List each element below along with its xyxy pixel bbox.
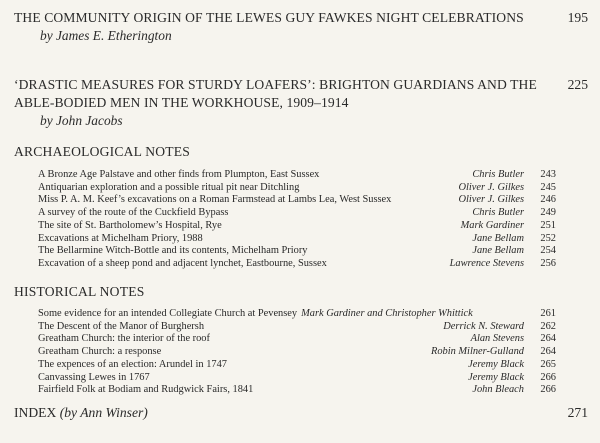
article-title: ‘DRASTIC MEASURES FOR STURDY LOAFERS’: BRIGHTON GUARDIANS AND THE ABLE-BODIED MEN IN THE WORKHOUSE, 1909–1914 [14, 77, 537, 110]
archaeological-notes-list [38, 169, 556, 271]
archaeological-notes-heading: ARCHAEOLOGICAL NOTES [14, 144, 191, 159]
list-item [38, 333, 556, 346]
list-item [38, 359, 556, 372]
note-author: Mark Gardiner [460, 219, 524, 231]
list-item [38, 245, 556, 258]
note-page-number: 264 [540, 346, 556, 358]
note-page-number: 262 [540, 320, 556, 332]
note-title: The Bellarmine Witch-Bottle and its contents, Michelham Priory [38, 245, 308, 257]
note-author: Jeremy Black [468, 358, 524, 370]
note-title: Canvassing Lewes in 1767 [38, 371, 150, 383]
note-page-number: 265 [540, 358, 556, 370]
note-title: A Bronze Age Palstave and other finds from Plumpton, East Sussex [38, 169, 320, 180]
historical-notes-list [38, 308, 556, 397]
index-label: INDEX [14, 405, 57, 420]
note-title: A survey of the route of the Cuckfield Bypass [38, 207, 229, 219]
index-page-number: 271 [567, 405, 588, 420]
note-page-number: 251 [540, 219, 556, 231]
list-item [38, 258, 556, 271]
note-page-number: 256 [540, 257, 556, 269]
note-page-number: 243 [540, 169, 556, 180]
note-author: Jeremy Black [468, 371, 524, 383]
note-author: Lawrence Stevens [449, 257, 524, 269]
list-item [38, 384, 556, 397]
index-entry [14, 404, 588, 422]
note-page-number: 266 [540, 384, 556, 396]
note-page-number: 261 [540, 308, 556, 319]
note-author: John Bleach [472, 384, 524, 396]
note-author: Chris Butler [472, 169, 524, 180]
note-title: Greatham Church: the interior of the roof [38, 333, 210, 345]
note-author: Alan Stevens [470, 333, 524, 345]
note-title: Excavation of a sheep pond and adjacent lynchet, Eastbourne, Sussex [38, 257, 327, 269]
note-page-number: 264 [540, 333, 556, 345]
list-item [38, 233, 556, 246]
note-page-number: 249 [540, 207, 556, 219]
list-item [38, 321, 556, 334]
note-title: The Descent of the Manor of Burghersh [38, 320, 205, 332]
article-page-number: 195 [567, 10, 588, 25]
note-title: Excavations at Michelham Priory, 1988 [38, 232, 203, 244]
note-title: Antiquarian exploration and a possible ritual pit near Ditchling [38, 181, 300, 193]
note-page-number: 266 [540, 371, 556, 383]
note-author: Jane Bellam [472, 232, 524, 244]
note-author: Derrick N. Steward [443, 320, 524, 332]
index-author: (by Ann Winser) [59, 405, 148, 420]
list-item [38, 220, 556, 233]
note-author: Robin Milner-Gulland [430, 346, 524, 358]
note-title: The expences of an election: Arundel in 1747 [38, 358, 227, 370]
article-entry [14, 9, 588, 45]
article-entry [14, 76, 588, 130]
list-item [38, 169, 556, 182]
article-page-number: 225 [567, 77, 588, 92]
note-author: Chris Butler [472, 207, 524, 219]
article-title: THE COMMUNITY ORIGIN OF THE LEWES GUY FAWKES NIGHT CELEBRATIONS [14, 10, 524, 25]
note-page-number: 254 [540, 245, 556, 257]
note-page-number: 252 [540, 232, 556, 244]
note-author: Oliver J. Gilkes [458, 194, 524, 206]
list-item [38, 308, 556, 321]
list-item [38, 372, 556, 385]
note-page-number: 246 [540, 194, 556, 206]
note-title: The site of St. Bartholomew’s Hospital, Rye [38, 219, 222, 231]
list-item [38, 194, 556, 207]
article-author: by James E. Etherington [40, 28, 172, 43]
article-author: by John Jacobs [40, 113, 123, 128]
note-title: Miss P. A. M. Keef’s excavations on a Roman Farmstead at Lambs Lea, West Sussex [38, 194, 392, 206]
note-page-number: 245 [540, 181, 556, 193]
note-author: Oliver J. Gilkes [458, 181, 524, 193]
list-item [38, 346, 556, 359]
note-title: Fairfield Folk at Bodiam and Rudgwick Fairs, 1841 [38, 384, 254, 396]
note-title: Some evidence for an intended Collegiate Church at Pevensey [38, 308, 298, 319]
note-author: Mark Gardiner and Christopher Whittick [301, 308, 473, 319]
list-item [38, 207, 556, 220]
note-title: Greatham Church: a response [38, 346, 162, 358]
list-item [38, 182, 556, 195]
historical-notes-heading: HISTORICAL NOTES [14, 284, 145, 299]
note-author: Jane Bellam [472, 245, 524, 257]
